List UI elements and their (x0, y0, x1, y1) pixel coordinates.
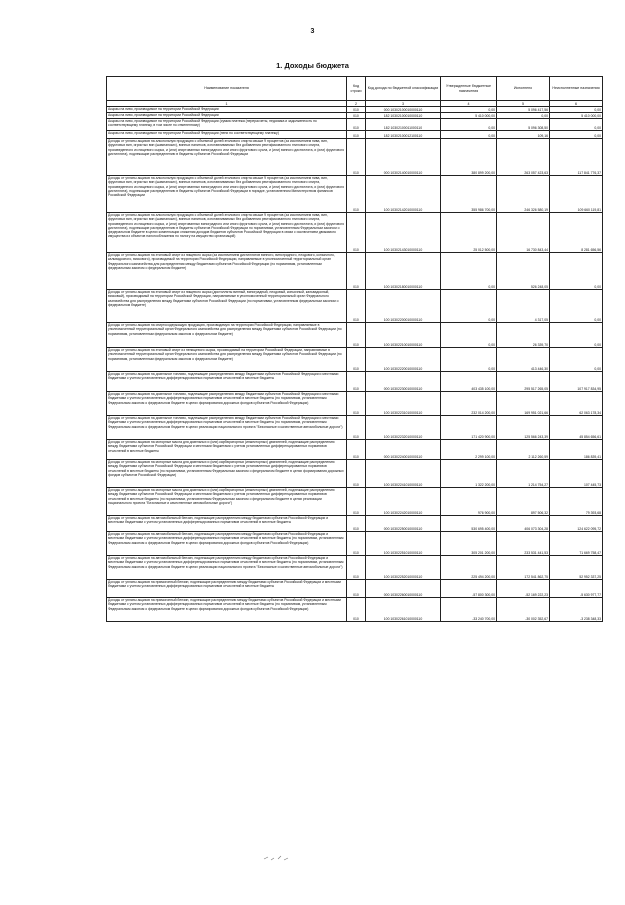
row-remaining: 71 669 758,47 (550, 532, 603, 556)
row-executed: 295 517 265,05 (497, 372, 550, 392)
row-name: Доходы от уплаты акцизов на алкогольную продукцию с объемной долей этилового спирта свыше 9 процентов (за исключением пива, вин, фруктовых вин, игристых вин (шампанских), винных напитков, изготавливаемых без добавления ректификованного этилового спирта, произведенного из пищевого сырья, и (или) спиртованных виноградного или иного фруктового сусла, и (или) винного дистиллята, и (или) фруктового дистиллята), подлежащие распределению в бюджеты субъектов Российской Федерации в порядке, установленном Министерством финансов Российской Федерации (107, 176, 347, 213)
row-line-code: 010 (347, 213, 366, 253)
column-number: 5 (497, 101, 550, 107)
row-approved: 0,00 (441, 131, 497, 139)
column-number: 3 (366, 101, 441, 107)
row-classification-code: 100 10302210010000110 (366, 323, 441, 348)
table-body (107, 107, 603, 622)
row-approved: 0,00 (441, 348, 497, 372)
header-classification-code: Код дохода по бюджетной классификации (366, 77, 441, 101)
row-remaining: 0,00 (550, 323, 603, 348)
row-executed: 413 446,30 (497, 348, 550, 372)
row-classification-code: 000 10302250010000110 (366, 516, 441, 532)
row-name: Доходы от уплаты акцизов на этиловый спирт из непищевого сырья, производимый на территории Российской Федерации, направляемые в уполномоченный территориальный орган Федерального казначейства для распределения между бюджетами субъектов Российской Федерации (по нормативам, установленным федеральным законом о федеральном бюджете) (107, 348, 347, 372)
row-approved: 5 410 000,00 (441, 113, 497, 119)
row-classification-code: 100 10302231010000110 (366, 392, 441, 416)
document-title: 1. Доходы бюджета (276, 61, 349, 70)
row-name: Доходы от уплаты акцизов на дизельное топливо, подлежащие распределению между бюджетами субъектов Российской Федерации и местными бюджетами с учетом установленных дифференцированных нормативов отчислений в местные бюджеты (по нормативам, установленным Федеральным законом о федеральном бюджете в целях формирования дорожных фондов субъектов Российской Федерации) (107, 392, 347, 416)
scan-mark (262, 853, 292, 863)
table-row (107, 516, 603, 532)
row-classification-code: 000 10302140010000110 (366, 139, 441, 176)
row-approved: -33 240 700,00 (441, 598, 497, 622)
row-remaining: 62 063 178,34 (550, 392, 603, 416)
row-executed: 406 073 304,28 (497, 516, 550, 532)
page-number: 3 (310, 28, 315, 35)
row-classification-code: 100 10302180010000110 (366, 253, 441, 290)
table-row (107, 139, 603, 176)
row-classification-code: 000 10302260010000110 (366, 580, 441, 598)
row-name: Акцизы на пиво, производимое на территории Российской Федерации (107, 113, 347, 119)
row-remaining: 109 660 119,81 (550, 176, 603, 213)
table-row (107, 253, 603, 290)
table-row (107, 416, 603, 440)
row-line-code: 010 (347, 516, 366, 532)
table-row (107, 598, 603, 622)
row-classification-code: 100 10302261010000110 (366, 598, 441, 622)
table-row (107, 213, 603, 253)
row-name: Доходы от уплаты акцизов на дизельное топливо, подлежащие распределению между бюджетами субъектов Российской Федерации и местными бюджетами с учетом установленных дифференцированных нормативов отчислений в местные бюджеты (по нормативам, установленным Федеральным законом о федеральном бюджете в целях реализации национального проекта "Безопасные и качественные автомобильные дороги") (107, 416, 347, 440)
row-name: Акцизы на пиво, производимое на территории Российской Федерации (сумма платежа (перерасчеты, недоимка и задолженность по соответствующему платежу, в том числе по отмененному) (107, 119, 347, 131)
row-approved: 0,00 (441, 107, 497, 113)
row-name: Доходы от уплаты акцизов на моторные масла для дизельных и (или) карбюраторных (инжекторных) двигателей, подлежащие распределению между бюджетами субъектов Российской Федерации и местными бюджетами с учетом установленных дифференцированных нормативов отчислений в местные бюджеты (по нормативам, установленным Федеральным законом о федеральном бюджете в целях реализации национального проекта "Безопасные и качественные автомобильные дороги") (107, 488, 347, 516)
row-approved: 0,00 (441, 253, 497, 290)
row-remaining: 0,00 (550, 253, 603, 290)
row-name: Акцизы на пиво, производимое на территории Российской Федерации (пени по соответствующему платежу) (107, 131, 347, 139)
column-number: 6 (550, 101, 603, 107)
row-line-code: 010 (347, 488, 366, 516)
header-approved: Утвержденные бюджетные назначения (441, 77, 497, 101)
row-approved: 2 299 100,00 (441, 440, 497, 460)
header-executed: Исполнено (497, 77, 550, 101)
table-row (107, 392, 603, 416)
row-remaining: 0,00 (550, 107, 603, 113)
row-line-code: 010 (347, 176, 366, 213)
row-line-code: 010 (347, 532, 366, 556)
row-name: Доходы от уплаты акцизов на автомобильный бензин, подлежащие распределению между бюджетами субъектов Российской Федерации и местными бюджетами с учетом установленных дифференцированных нормативов отчислений в местные бюджеты (по нормативам, установленным Федеральным законом о федеральном бюджете в целях реализации национального проекта "Безопасные и качественные автомобильные дороги") (107, 556, 347, 580)
row-approved: 1 322 200,00 (441, 460, 497, 488)
row-approved: 0,00 (441, 323, 497, 348)
row-remaining: 8 281 656,56 (550, 213, 603, 253)
row-classification-code: 000 10302230010000110 (366, 372, 441, 392)
row-name: Доходы от уплаты акцизов на алкогольную продукцию с объемной долей этилового спирта свыше 9 процентов (за исключением пива, вин, фруктовых вин, игристых вин (шампанских), винных напитков, изготавливаемых без добавления ректификованного этилового спирта, произведенного из пищевого сырья, и (или) спиртованных виноградного или иного фруктового сусла, и (или) винного дистиллята, и (или) фруктового дистиллята), подлежащие распределению в бюджеты субъектов Российской Федерации по нормативам, установленным Федеральным законом о федеральном бюджете в целях компенсации снижения доходов бюджетов субъектов Российской Федерации в связи с исключением движимого имущества из объектов налогообложения по налогу на имущество организаций) (107, 213, 347, 253)
table-header-row (107, 77, 603, 101)
row-executed: 26 339,70 (497, 323, 550, 348)
column-number: 1 (107, 101, 347, 107)
header-line-code: Код строки (347, 77, 366, 101)
row-executed: 169 951 021,66 (497, 392, 550, 416)
table-row (107, 372, 603, 392)
row-classification-code: 182 10302100012100110 (366, 131, 441, 139)
row-executed: 0,00 (497, 113, 550, 119)
table-row (107, 290, 603, 323)
row-classification-code: 000 10302240010000110 (366, 440, 441, 460)
row-classification-code: 182 10302100010000110 (366, 113, 441, 119)
row-remaining: -5 630 977,77 (550, 580, 603, 598)
row-approved: 355 986 700,00 (441, 176, 497, 213)
row-approved: 403 435 100,00 (441, 372, 497, 392)
table-row (107, 176, 603, 213)
row-classification-code: 182 10302100011000110 (366, 119, 441, 131)
row-executed: 1 214 754,27 (497, 460, 550, 488)
row-remaining: 124 622 095,72 (550, 516, 603, 532)
row-classification-code: 100 10302241010000110 (366, 460, 441, 488)
row-name: Доходы от уплаты акцизов на дизельное топливо, подлежащие распределению между бюджетами субъектов Российской Федерации и местными бюджетами с учетом установленных дифференцированных нормативов отчислений в местные бюджеты (107, 372, 347, 392)
row-name: Доходы от уплаты акцизов на прямогонный бензин, подлежащие распределению между бюджетами субъектов Российской Федерации и местными бюджетами с учетом установленных дифференцированных нормативов отчислений в местные бюджеты (107, 580, 347, 598)
row-executed: 109,16 (497, 131, 550, 139)
row-line-code: 010 (347, 253, 366, 290)
row-line-code: 010 (347, 556, 366, 580)
row-line-code: 010 (347, 598, 366, 622)
table-row (107, 440, 603, 460)
row-remaining: 0,00 (550, 119, 603, 131)
row-approved: 225 494 200,00 (441, 556, 497, 580)
table-row (107, 532, 603, 556)
row-approved: 171 420 900,00 (441, 416, 497, 440)
row-line-code: 010 (347, 290, 366, 323)
row-name: Доходы от уплаты акцизов на прямогонный бензин, подлежащие распределению между бюджетами субъектов Российской Федерации и местными бюджетами с учетом установленных дифференцированных нормативов отчислений в местные бюджеты (по нормативам, установленным Федеральным законом о федеральном бюджете в целях формирования дорожных фондов субъектов Российской Федерации) (107, 598, 347, 622)
header-remaining: Неисполненные назначения (550, 77, 603, 101)
row-executed: 4 317,05 (497, 290, 550, 323)
row-executed: 5 096 417,56 (497, 107, 550, 113)
row-remaining: 107 917 834,95 (550, 372, 603, 392)
row-remaining: 117 841 776,37 (550, 139, 603, 176)
table-row (107, 556, 603, 580)
row-line-code: 010 (347, 580, 366, 598)
table-row (107, 348, 603, 372)
row-classification-code: 100 10302142010000110 (366, 176, 441, 213)
row-approved: 25 012 500,00 (441, 213, 497, 253)
row-executed: 526 248,05 (497, 253, 550, 290)
row-name: Доходы от уплаты акцизов на спиртосодержащую продукцию, производимую на территории Российской Федерации, направляемые в уполномоченный территориальный орган Федерального казначейства для распределения между бюджетами субъектов Российской Федерации (по нормативам, установленным федеральным законом о федеральном бюджете) (107, 323, 347, 348)
row-executed: 263 057 423,63 (497, 139, 550, 176)
table-row (107, 580, 603, 598)
row-line-code: 010 (347, 139, 366, 176)
row-line-code: 010 (347, 460, 366, 488)
row-classification-code: 100 10302200010000110 (366, 290, 441, 323)
row-name: Доходы от уплаты акцизов на этиловый спирт из пищевого сырья (дистилляты винный, виноградный, плодовый, коньячный, кальвадосный, висковый), производимый на территории Российской Федерации, направляемые в уполномоченный территориальный орган Федерального казначейства для распределения между бюджетами субъектов Российской Федерации (по нормативам, установленным федеральным законом о федеральном бюджете) (107, 290, 347, 323)
row-line-code: 010 (347, 392, 366, 416)
table-row (107, 131, 603, 139)
row-remaining: 0,00 (550, 131, 603, 139)
row-remaining: 79 393,68 (550, 488, 603, 516)
table-row (107, 323, 603, 348)
row-name: Доходы от уплаты акцизов на автомобильный бензин, подлежащие распределению между бюджетами субъектов Российской Федерации и местными бюджетами с учетом установленных дифференцированных нормативов отчислений в местные бюджеты (по нормативам, установленным Федеральным законом о федеральном бюджете в целях формирования дорожных фондов субъектов Российской Федерации) (107, 532, 347, 556)
column-number: 4 (441, 101, 497, 107)
row-remaining: 45 854 656,61 (550, 416, 603, 440)
row-remaining: 52 952 337,25 (550, 556, 603, 580)
row-line-code: 010 (347, 440, 366, 460)
row-approved: -57 800 300,00 (441, 580, 497, 598)
row-executed: 172 541 862,75 (497, 556, 550, 580)
row-approved: 305 201 200,00 (441, 532, 497, 556)
row-approved: 0,00 (441, 290, 497, 323)
row-name: Доходы от уплаты акцизов на автомобильный бензин, подлежащие распределению между бюджетами субъектов Российской Федерации и местными бюджетами с учетом установленных дифференцированных нормативов отчислений в местные бюджеты (107, 516, 347, 532)
row-remaining: 5 410 000,00 (550, 113, 603, 119)
row-line-code: 010 (347, 131, 366, 139)
row-line-code: 010 (347, 416, 366, 440)
revenue-table (106, 76, 603, 622)
table-row (107, 119, 603, 131)
row-classification-code: 100 10302232010000110 (366, 416, 441, 440)
row-executed: 5 096 308,50 (497, 119, 550, 131)
row-line-code: 010 (347, 348, 366, 372)
header-name: Наименование показателя (107, 77, 347, 101)
row-executed: 233 531 441,53 (497, 532, 550, 556)
row-executed: 246 326 580,19 (497, 176, 550, 213)
row-name: Доходы от уплаты акцизов на моторные масла для дизельных и (или) карбюраторных (инжекторных) двигателей, подлежащие распределению между бюджетами субъектов Российской Федерации и местными бюджетами с учетом установленных дифференцированных нормативов отчислений в местные бюджеты (107, 440, 347, 460)
row-approved: 976 900,00 (441, 488, 497, 516)
row-executed: 16 730 843,44 (497, 213, 550, 253)
row-approved: 380 899 200,00 (441, 139, 497, 176)
row-name: Доходы от уплаты акцизов на моторные масла для дизельных и (или) карбюраторных (инжекторных) двигателей, подлежащие распределению между бюджетами субъектов Российской Федерации и местными бюджетами с учетом установленных дифференцированных нормативов отчислений в местные бюджеты (по нормативам, установленным Федеральным законом о федеральном бюджете в целях формирования дорожных фондов субъектов Российской Федерации) (107, 460, 347, 488)
row-executed: -52 169 222,23 (497, 580, 550, 598)
row-classification-code: 000 10302100010000110 (366, 107, 441, 113)
row-remaining: 186 839,41 (550, 440, 603, 460)
row-approved: 530 695 400,00 (441, 516, 497, 532)
row-remaining: 0,00 (550, 290, 603, 323)
row-classification-code: 100 10302251010000110 (366, 532, 441, 556)
row-approved: 232 014 200,00 (441, 392, 497, 416)
row-line-code: 010 (347, 113, 366, 119)
row-executed: 125 566 243,39 (497, 416, 550, 440)
row-remaining: -3 238 348,33 (550, 598, 603, 622)
row-classification-code: 100 10302242010000110 (366, 488, 441, 516)
row-line-code: 010 (347, 119, 366, 131)
row-executed: -30 002 352,67 (497, 598, 550, 622)
table-row (107, 460, 603, 488)
row-classification-code: 100 10302252010000110 (366, 556, 441, 580)
row-executed: 897 506,32 (497, 488, 550, 516)
row-name: Доходы от уплаты акцизов на алкогольную продукцию с объемной долей этилового спирта свыше 9 процентов (за исключением пива, вин, фруктовых вин, игристых вин (шампанских), винных напитков, изготавливаемых без добавления ректификованного этилового спирта, произведенного из пищевого сырья, и (или) спиртованных виноградного или иного фруктового сусла, и (или) винного дистиллята, и (или) фруктового дистиллята), подлежащие распределению в бюджеты субъектов Российской Федерации (107, 139, 347, 176)
row-approved: 0,00 (441, 119, 497, 131)
row-line-code: 010 (347, 107, 366, 113)
row-remaining: 0,00 (550, 348, 603, 372)
row-line-code: 010 (347, 372, 366, 392)
row-remaining: 107 445,73 (550, 460, 603, 488)
table-row (107, 488, 603, 516)
row-classification-code: 100 10302143010000110 (366, 213, 441, 253)
column-number: 2 (347, 101, 366, 107)
row-name: Доходы от уплаты акцизов на этиловый спирт из пищевого сырья (за исключением дистиллятов винного, виноградного, плодового, коньячного, кальвадосного, вискового), производимый на территории Российской Федерации, направляемые в уполномоченный территориальный орган Федерального казначейства для распределения между бюджетами субъектов Российской Федерации (по нормативам, установленным федеральным законом о федеральном бюджете) (107, 253, 347, 290)
row-line-code: 010 (347, 323, 366, 348)
row-executed: 2 112 260,59 (497, 440, 550, 460)
row-name: Акцизы на пиво, производимое на территории Российской Федерации (107, 107, 347, 113)
row-classification-code: 100 10302220010000110 (366, 348, 441, 372)
